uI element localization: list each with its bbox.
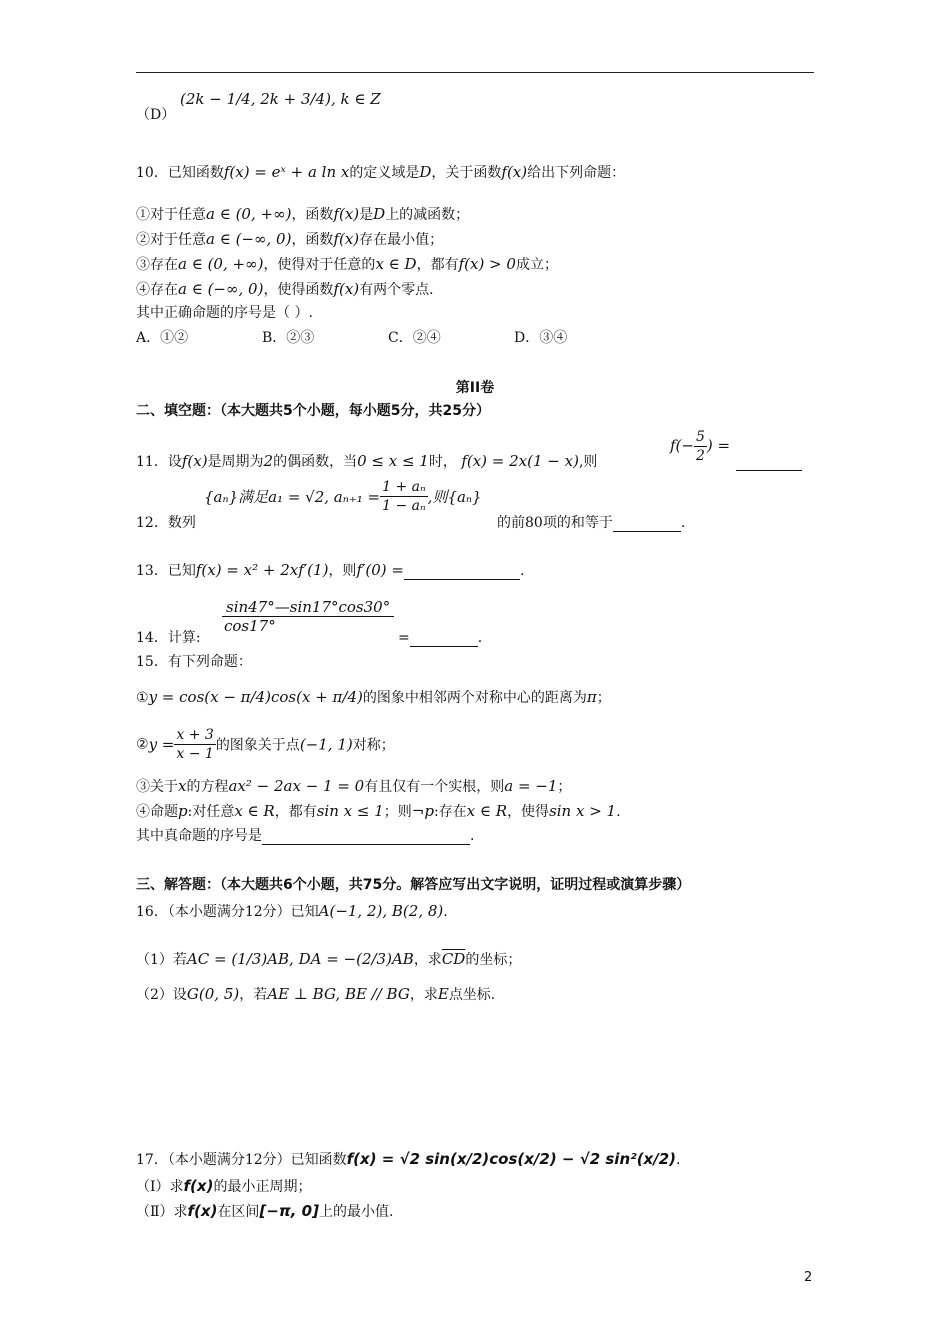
- q10-proposition-4: ④存在a ∈ (−∞, 0)，使得函数f(x)有两个零点.: [136, 280, 434, 298]
- q17: 17．（本小题满分12分）已知函数f(x) = √2 sin(x/2)cos(x/2) − √2 sin²(x/2).: [136, 1150, 681, 1168]
- q16: 16．（本小题满分12分）已知A(−1, 2), B(2, 8).: [136, 902, 448, 920]
- q15-proposition-2: ②y = $\frac{x + 3}{x - 1}$ 的图象关于点(−1, 1)对称；: [136, 727, 395, 762]
- q10-option-a: A．①②: [136, 330, 189, 346]
- q15-intro: 15．有下列命题：: [136, 654, 252, 670]
- header-rule: [136, 72, 814, 73]
- q10-options: [136, 329, 567, 347]
- q10-option-c: C．②④: [388, 330, 441, 346]
- q11-answer-blank[interactable]: [736, 456, 802, 471]
- q10-option-d: D．③④: [514, 330, 568, 346]
- q12-text: 的前80项的和等于 .: [497, 515, 686, 531]
- q10-option-b: B．②③: [262, 330, 315, 346]
- q16-part-2: （2）设G(0, 5)，若AE ⊥ BG, BE // BG，求E点坐标.: [136, 985, 496, 1003]
- page-number: 2: [804, 1270, 813, 1285]
- q15-ask: 其中真命题的序号是 .: [136, 828, 475, 844]
- q11-ask: f(− $\frac{5}{2}$ ) =: [670, 429, 731, 464]
- q10-ask: 其中正确命题的序号是（ ）.: [136, 305, 313, 321]
- q10-proposition-2: ②对于任意a ∈ (−∞, 0)，函数f(x)存在最小值；: [136, 230, 444, 248]
- section2-heading: 二、填空题：（本大题共5个小题，每小题5分，共25分）: [136, 403, 490, 419]
- q10-proposition-1: ①对于任意a ∈ (0, +∞)，函数f(x)是D上的减函数；: [136, 205, 470, 223]
- q16-part-1: （1）若AC = (1/3)AB, DA = −(2/3)AB，求$\overline{CD}$的坐标；: [136, 950, 522, 968]
- q12-label: 12．数列: [136, 515, 196, 531]
- q12-answer-blank[interactable]: [613, 517, 681, 532]
- q15-answer-blank[interactable]: [262, 830, 470, 845]
- q15-proposition-1: ①y = cos(x − π/4)cos(x + π/4)的图象中相邻两个对称中心的距离为π；: [136, 688, 611, 706]
- q13-answer-blank[interactable]: [404, 565, 520, 580]
- q14-answer-blank[interactable]: [410, 632, 478, 647]
- section3-heading: 三、解答题：（本大题共6个小题，共75分。解答应写出文字说明，证明过程或演算步骤）: [136, 877, 691, 893]
- q12-formula: {aₙ}满足a₁ = √2, aₙ₊₁ = $\frac{\text{1 + aₙ}}{\text{1 − aₙ}}$ ,则{aₙ}: [204, 479, 482, 514]
- q17-part-2: （Ⅱ）求f(x)在区间[−π, 0]上的最小值.: [136, 1202, 394, 1220]
- q14-label: 14．计算:: [136, 630, 201, 646]
- q17-part-1: （Ⅰ）求f(x)的最小正周期；: [136, 1177, 312, 1195]
- q13: 13．已知f(x) = x² + 2xf′(1)，则f′(0) = .: [136, 561, 525, 579]
- q10-proposition-3: ③存在a ∈ (0, +∞)，使得对于任意的x ∈ D，都有f(x) > 0成立；: [136, 255, 558, 273]
- volume-title: 第II卷: [455, 380, 495, 396]
- q14-answer: = .: [398, 630, 483, 646]
- q10-function: f(x) = eˣ + a ln x: [223, 163, 350, 181]
- q14-fraction: $\frac{\sin 47^\circ—\sin 17^\circ\cos 30^\circ}{\cos 17^\circ}$: [222, 598, 394, 635]
- q9-option-d-math: (2k − 1/4, 2k + 3/4), k ∈ Z: [180, 90, 381, 108]
- q9-option-d-label: （D）: [136, 107, 176, 123]
- q11: 11．设f(x)是周期为2的偶函数，当0 ≤ x ≤ 1时， f(x) = 2x(1 − x),则: [136, 452, 598, 470]
- q15-proposition-3: ③关于x的方程ax² − 2ax − 1 = 0有且仅有一个实根，则a = −1；: [136, 777, 572, 795]
- q10-intro: 10．已知函数f(x) = eˣ + a ln x的定义域是D，关于函数f(x)给出下列命题：: [136, 163, 626, 181]
- q15-proposition-4: ④命题p:对任意x ∈ R，都有sin x ≤ 1；则¬p:存在x ∈ R，使得sin x > 1.: [136, 802, 621, 820]
